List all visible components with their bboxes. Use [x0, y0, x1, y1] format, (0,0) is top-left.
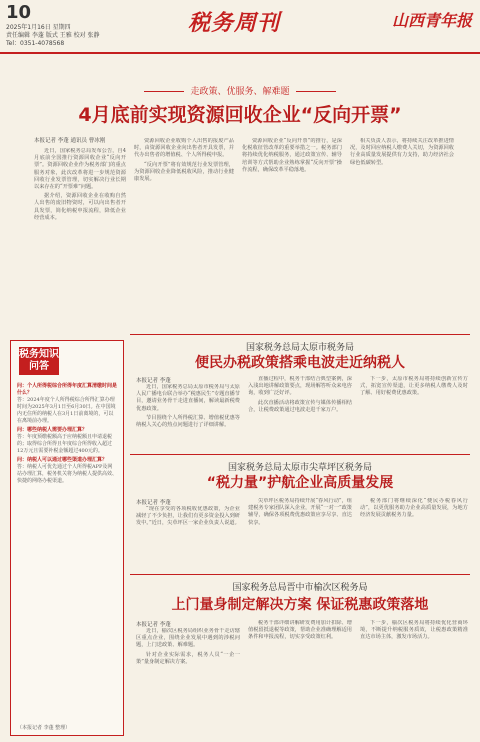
article1-headline: 4月底前实现资源回收企业“反向开票” [78, 104, 402, 126]
tax-qa-sidebar [10, 340, 124, 736]
article4-col2: 税务干部详细讲解研发费用加计扣除、增值税留抵退税等政策，帮助企业准确理解适用条件和申报流程，切实享受政策红利。 [248, 620, 352, 641]
article3-kicker: 国家税务总局太原市尖草坪区税务局 [227, 463, 372, 473]
article1-col1: 近日，国家税务总局发布公告，自4月底前全国推行资源回收企业“反向开票”。资源回收企业作为税务部门的重点服务对象，此次改革将进一步规范资源回收行业发票管理，切实解决行业长期以来存在的“开票难”问题。 据介绍，资源回收企业在收购自然人出售的废旧物资时，可以向出售者开具发票，简化纳税申报流程，降低企业经营成本。 [34, 148, 126, 221]
article4-byline: 本报记者 李蓬 [136, 622, 171, 628]
section-title: 税务周刊 [188, 10, 281, 36]
article1-byline: 本报记者 李蓬 通讯员 曹冰刚 [34, 138, 106, 144]
masthead-rule [0, 52, 480, 54]
sidebar-title: 税务知识问答 [19, 347, 59, 375]
article1-col2: 资源回收企业收购个人出售的报废产品时，由资源回收企业向出售者开具发票，并代办出售者的增值税、个人所得税申报。 “反向开票”将有效规范行业发票管理，为资源回收企业降低税收风险，推动行业健康发展。 [134, 138, 234, 183]
article1-col3: 资源回收企业“反向开票”的推行，是深化税收征管改革的重要举措之一。税务部门将持续优化纳税服务，通过政策宣传、辅导培训等方式帮助企业熟练掌握“反向开票”操作流程，确保改革平稳落地。 [242, 138, 342, 173]
article2-col1: 近日，国家税务总局太原市税务局与太原人民广播电台联合举办“税惠民生”专题直播节目，邀请业务骨干走进直播间，解读最新税费优惠政策。 节目围绕个人所得税汇算、增值税优惠等纳税人关心的热点问题进行了详细讲解。 [136, 384, 240, 429]
article2-kicker: 国家税务总局太原市税务局 [245, 343, 354, 353]
article3-col3: 税务部门将继续深化“便民办税春风行动”，以更优服务助力企业高质量发展，为地方经济发展贡献税务力量。 [360, 498, 468, 519]
article3-byline: 本报记者 李蓬 [136, 500, 171, 506]
article1-kicker: 走政策、优服务、解难题 [0, 84, 480, 97]
sidebar-footer: （本报记者 李蓬 整理） [17, 725, 71, 731]
article3-col1: “现在享受的各项税收优惠政策，为企业减轻了不少负担，让我们有更多资金投入到研发中。”近日，尖草坪区一家企业负责人说道。 [136, 506, 240, 527]
article3-headline: “税力量”护航企业高质量发展 [206, 475, 394, 491]
article3-col2: 尖草坪区税务局持续开展“春风行动”，组建税务专家团队深入企业，开展“一对一”政策辅导，确保各项税费优惠政策应享尽享、直达快享。 [248, 498, 352, 526]
article3-rule [130, 454, 470, 455]
article4-headline: 上门量身制定解决方案 保证税惠政策落地 [171, 597, 429, 613]
article2-byline: 本报记者 李蓬 [136, 378, 171, 384]
article2-col3: 下一步，太原市税务局将持续创新宣传方式，拓宽宣传渠道，让更多纳税人缴费人及时了解、用好税费优惠政策。 [360, 376, 468, 397]
article4-col3: 下一步，榆次区税务局将持续优化营商环境，不断提升纳税服务质效，让税惠政策精准直达市场主体，激发市场活力。 [360, 620, 468, 641]
article2-col2: 直播过程中，税务干部结合典型案例，深入浅出地讲解政策要点，现场解答听众来电咨询，收到广泛好评。 此次直播活动将政策宣传与媒体传播相结合，让税费政策通过电波走进千家万户。 [248, 376, 352, 413]
article2-headline: 便民办税政策搭乘电波走近纳税人 [195, 355, 405, 371]
edition-info: 2025年1月16日 星期四 责任编辑 李蓬 版式 王雅 校对 张静 Tel：0351-4078568 [6, 24, 100, 47]
brand-logo: 山西青年报 [391, 11, 472, 30]
article1-col4: 相关负责人表示，将持续关注改革推进情况，及时回应纳税人缴费人关切，为资源回收行业高质量发展提供有力支持，助力经济社会绿色低碳转型。 [350, 138, 454, 166]
page-number: 10 [6, 2, 32, 23]
article4-kicker: 国家税务总局晋中市榆次区税务局 [232, 583, 368, 593]
article4-col1: 近日，榆次区税务局组织业务骨干走访辖区重点企业，围绕企业发展中遇到的涉税问题，上门送政策、解难题。 针对企业实际需求，税务人员“一企一策”量身制定解决方案。 [136, 628, 240, 665]
article4-rule [130, 574, 470, 575]
sidebar-body: 问：个人所得税综合所得年度汇算清缴时间是什么？ 答：2024年度个人所得税综合所得汇算办理时间为2025年3月1日至6月30日。在中国境内无住所的纳税人在3月1日前离境的，可以在离境前办理。 问：哪些纳税人需要办理汇算？ 答：年度预缴税额高于应纳税额且申请退税的；取得综合所得且年度综合所得收入超过12万元且需要补税金额超过400元的。 问：纳税人可以通过哪些渠道办理汇算？ 答：纳税人可优先通过个人所得税APP及网站办理汇算，税务机关将为纳税人提供高效、快捷的网络办税渠道。 [17, 383, 117, 484]
article2-rule [130, 334, 470, 335]
masthead [0, 0, 480, 58]
